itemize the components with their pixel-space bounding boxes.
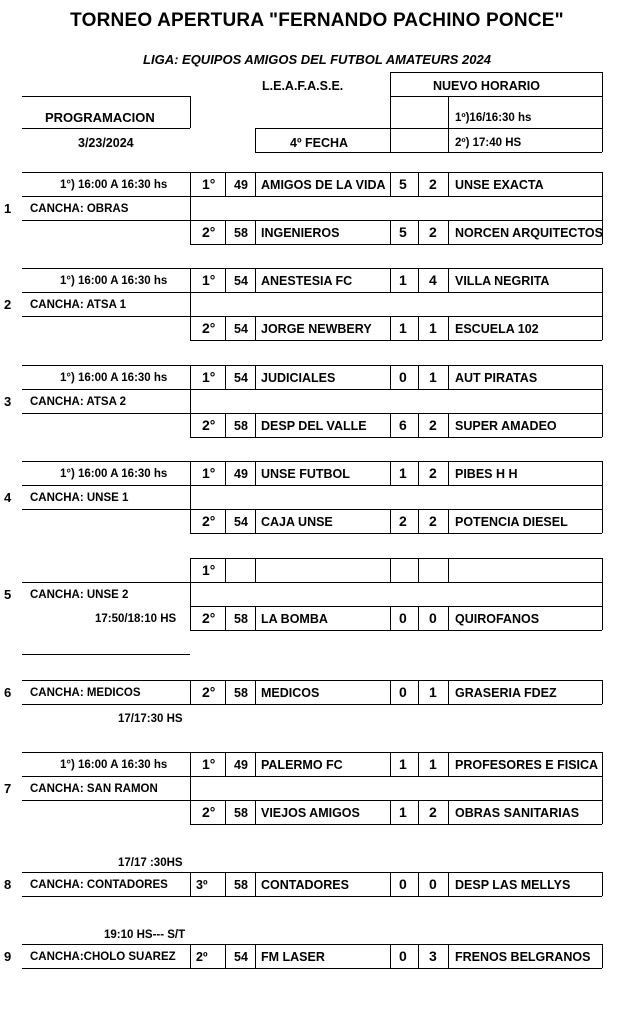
grid-line	[418, 316, 419, 340]
org-name: L.E.A.F.A.S.E.	[262, 79, 344, 93]
match-category: 54	[234, 371, 248, 385]
grid-line	[22, 316, 190, 317]
grid-line	[418, 558, 419, 582]
match-slot: 2°	[202, 224, 216, 240]
grid-line	[190, 268, 191, 340]
away-team: POTENCIA DIESEL	[455, 515, 568, 529]
match-slot: 2º	[196, 950, 208, 964]
grid-line	[225, 944, 226, 968]
program-date: 3/23/2024	[78, 136, 134, 150]
grid-line	[255, 316, 256, 340]
grid-line	[225, 268, 226, 292]
grid-line	[390, 172, 391, 196]
field-name: CANCHA: OBRAS	[30, 203, 129, 215]
grid-line	[448, 268, 449, 292]
grid-line	[390, 365, 391, 389]
grid-line	[225, 365, 226, 389]
field-name: CANCHA: UNSE 1	[30, 492, 129, 504]
home-score: 5	[399, 224, 407, 240]
home-score: 2	[399, 513, 407, 529]
grid-line	[418, 413, 419, 437]
match-category: 58	[234, 612, 248, 626]
grid-line	[22, 389, 602, 390]
grid-line	[390, 220, 391, 244]
away-score: 4	[429, 272, 437, 288]
grid-line	[448, 365, 449, 389]
match-slot: 2°	[202, 684, 216, 700]
fecha-label: 4º FECHA	[290, 136, 349, 150]
away-team: OBRAS SANITARIAS	[455, 806, 580, 820]
grid-line	[22, 704, 602, 705]
grid-line	[602, 872, 603, 896]
grid-line	[448, 680, 449, 704]
grid-line	[225, 509, 226, 533]
away-score: 0	[429, 610, 437, 626]
grid-line	[22, 680, 602, 681]
header-line	[255, 152, 602, 153]
grid-line	[602, 558, 603, 630]
grid-line	[390, 680, 391, 704]
grid-line	[190, 558, 602, 559]
grid-line	[390, 752, 391, 776]
grid-line	[190, 461, 191, 533]
header-line	[390, 72, 602, 73]
match-category: 58	[234, 806, 248, 820]
home-team: JUDICIALES	[261, 371, 336, 385]
grid-line	[255, 509, 256, 533]
grid-line	[255, 268, 256, 292]
home-team: CAJA UNSE	[261, 515, 333, 529]
away-team: SUPER AMADEO	[455, 419, 557, 433]
grid-line	[190, 630, 602, 631]
away-team: PIBES H H	[455, 467, 518, 481]
home-team: PALERMO FC	[261, 758, 343, 772]
match-slot: 1°	[202, 272, 216, 288]
grid-line	[22, 896, 602, 897]
field-index: 8	[4, 877, 12, 892]
field-name: CANCHA: ATSA 2	[30, 396, 127, 408]
match-slot: 1°	[202, 756, 216, 772]
away-team: QUIROFANOS	[455, 612, 540, 626]
grid-line	[22, 365, 602, 366]
match-category: 54	[234, 950, 248, 964]
home-score: 1	[399, 804, 407, 820]
grid-line	[255, 413, 256, 437]
away-score: 2	[429, 513, 437, 529]
grid-line	[22, 509, 190, 510]
grid-line	[602, 752, 603, 824]
field-index: 1	[4, 201, 12, 216]
header-line	[22, 128, 190, 129]
home-team: INGENIEROS	[261, 226, 340, 240]
grid-line	[390, 316, 391, 340]
grid-line	[448, 220, 449, 244]
grid-line	[448, 944, 449, 968]
match-slot: 3º	[196, 878, 208, 892]
grid-line	[418, 461, 419, 485]
grid-line	[22, 172, 602, 173]
match-note: 17/17 :30HS	[118, 857, 183, 869]
match-slot: 1°	[202, 465, 216, 481]
header-line	[255, 128, 256, 152]
grid-line	[225, 413, 226, 437]
grid-line	[390, 268, 391, 292]
field-name: CANCHA: CONTADORES	[30, 879, 168, 891]
grid-line	[225, 606, 226, 630]
home-score: 6	[399, 417, 407, 433]
grid-line	[602, 944, 603, 968]
home-team: ANESTESIA FC	[261, 274, 353, 288]
field-index: 3	[4, 394, 12, 409]
away-score: 2	[429, 176, 437, 192]
grid-line	[602, 680, 603, 704]
header-line	[390, 72, 391, 152]
home-team: LA BOMBA	[261, 612, 328, 626]
home-team: UNSE FUTBOL	[261, 467, 350, 481]
grid-line	[390, 800, 391, 824]
away-score: 3	[429, 948, 437, 964]
grid-line	[190, 413, 602, 414]
away-score: 1	[429, 756, 437, 772]
field-index: 2	[4, 297, 12, 312]
grid-line	[448, 316, 449, 340]
field-index: 4	[4, 490, 12, 505]
grid-line	[390, 558, 391, 582]
match-slot: 2°	[202, 513, 216, 529]
grid-line	[255, 944, 256, 968]
grid-line	[22, 461, 602, 462]
grid-line	[255, 872, 256, 896]
schedule-slot-1: 1º)16/16:30 hs	[455, 112, 532, 124]
grid-line	[418, 752, 419, 776]
grid-line	[22, 413, 190, 414]
grid-line	[390, 509, 391, 533]
match-time: 1°) 16:00 A 16:30 hs	[60, 275, 168, 287]
away-team: FRENOS BELGRANOS	[455, 950, 591, 964]
grid-line	[390, 413, 391, 437]
match-slot: 2°	[202, 320, 216, 336]
away-score: 2	[429, 417, 437, 433]
grid-line	[190, 533, 602, 534]
grid-line	[190, 752, 191, 824]
field-index: 7	[4, 781, 12, 796]
away-team: AUT PIRATAS	[455, 371, 538, 385]
home-team: FM LASER	[261, 950, 325, 964]
grid-line	[22, 582, 190, 583]
match-category: 58	[234, 878, 248, 892]
home-score: 1	[399, 756, 407, 772]
away-score: 1	[429, 369, 437, 385]
grid-line	[418, 268, 419, 292]
grid-line	[190, 558, 191, 630]
grid-line	[418, 509, 419, 533]
grid-line	[418, 220, 419, 244]
grid-line	[225, 800, 226, 824]
grid-line	[190, 316, 602, 317]
grid-line	[418, 680, 419, 704]
grid-line	[22, 292, 602, 293]
grid-line	[22, 485, 602, 486]
away-team: VILLA NEGRITA	[455, 274, 550, 288]
match-category: 49	[234, 467, 248, 481]
grid-line	[225, 461, 226, 485]
grid-line	[190, 244, 602, 245]
field-index: 6	[4, 685, 12, 700]
grid-line	[390, 606, 391, 630]
match-category: 54	[234, 274, 248, 288]
grid-line	[255, 461, 256, 485]
grid-line	[448, 752, 449, 776]
grid-line	[190, 824, 602, 825]
header-line	[602, 72, 603, 152]
grid-line	[225, 872, 226, 896]
grid-line	[190, 365, 191, 437]
away-team: NORCEN ARQUITECTOS	[455, 226, 603, 240]
grid-line	[448, 558, 449, 582]
grid-line	[190, 582, 602, 583]
grid-line	[448, 413, 449, 437]
grid-line	[22, 654, 190, 655]
grid-line	[390, 461, 391, 485]
header-line	[190, 96, 191, 128]
field-name: CANCHA: UNSE 2	[30, 589, 129, 601]
grid-line	[22, 872, 602, 873]
grid-line	[225, 558, 226, 582]
grid-line	[225, 316, 226, 340]
programacion-label: PROGRAMACION	[45, 110, 155, 125]
match-category: 49	[234, 178, 248, 192]
grid-line	[448, 872, 449, 896]
match-time: 1°) 16:00 A 16:30 hs	[60, 759, 168, 771]
grid-line	[190, 944, 191, 968]
home-score: 5	[399, 176, 407, 192]
grid-line	[22, 196, 602, 197]
grid-line	[190, 800, 602, 801]
grid-line	[22, 944, 602, 945]
match-category: 58	[234, 226, 248, 240]
home-team: JORGE NEWBERY	[261, 322, 372, 336]
grid-line	[448, 800, 449, 824]
home-team: CONTADORES	[261, 878, 349, 892]
home-team: AMIGOS DE LA VIDA	[261, 178, 386, 192]
match-slot: 1°	[202, 369, 216, 385]
away-team: ESCUELA 102	[455, 322, 539, 336]
grid-line	[255, 800, 256, 824]
match-note: 17/17:30 HS	[118, 713, 183, 725]
schedule-slot-2: 2º) 17:40 HS	[455, 137, 522, 149]
league-name: LIGA: EQUIPOS AMIGOS DEL FUTBOL AMATEURS 2024	[143, 52, 491, 67]
field-name: CANCHA: MEDICOS	[30, 687, 141, 699]
match-category: 58	[234, 419, 248, 433]
header-line	[22, 96, 190, 97]
field-name: CANCHA:CHOLO SUAREZ	[30, 951, 176, 963]
grid-line	[22, 752, 602, 753]
grid-line	[602, 461, 603, 533]
grid-line	[190, 872, 191, 896]
home-team: VIEJOS AMIGOS	[261, 806, 360, 820]
field-index: 9	[4, 949, 12, 964]
grid-line	[22, 268, 602, 269]
grid-line	[225, 680, 226, 704]
grid-line	[190, 606, 602, 607]
grid-line	[22, 776, 602, 777]
grid-line	[190, 340, 602, 341]
grid-line	[418, 606, 419, 630]
grid-line	[255, 172, 256, 196]
grid-line	[190, 680, 191, 704]
grid-line	[448, 461, 449, 485]
match-slot: 2°	[202, 610, 216, 626]
home-team: MEDICOS	[261, 686, 320, 700]
home-score: 0	[399, 876, 407, 892]
away-score: 0	[429, 876, 437, 892]
away-team: PROFESORES E FISICA	[455, 758, 599, 772]
grid-line	[190, 509, 602, 510]
grid-line	[418, 365, 419, 389]
match-category: 54	[234, 515, 248, 529]
grid-line	[602, 365, 603, 437]
grid-line	[255, 365, 256, 389]
away-score: 1	[429, 684, 437, 700]
new-schedule-label: NUEVO HORARIO	[433, 79, 540, 93]
tournament-title: TORNEO APERTURA "FERNANDO PACHINO PONCE"	[70, 10, 564, 31]
grid-line	[448, 606, 449, 630]
header-line	[390, 96, 602, 97]
match-note: 19:10 HS--- S/T	[104, 929, 186, 941]
grid-line	[390, 944, 391, 968]
away-team: UNSE EXACTA	[455, 178, 544, 192]
field-name: CANCHA: SAN RAMON	[30, 783, 158, 795]
grid-line	[418, 800, 419, 824]
header-line	[448, 96, 449, 152]
grid-line	[418, 872, 419, 896]
grid-line	[418, 172, 419, 196]
match-category: 49	[234, 758, 248, 772]
home-score: 0	[399, 948, 407, 964]
grid-line	[22, 968, 602, 969]
grid-line	[190, 437, 602, 438]
grid-line	[448, 509, 449, 533]
away-score: 1	[429, 320, 437, 336]
away-team: DESP LAS MELLYS	[455, 878, 571, 892]
match-time: 1°) 16:00 A 16:30 hs	[60, 372, 168, 384]
grid-line	[255, 752, 256, 776]
home-score: 0	[399, 369, 407, 385]
away-score: 2	[429, 465, 437, 481]
grid-line	[390, 872, 391, 896]
grid-line	[225, 752, 226, 776]
match-slot: 2°	[202, 804, 216, 820]
home-score: 1	[399, 465, 407, 481]
home-team: DESP DEL VALLE	[261, 419, 367, 433]
match-slot: 1°	[202, 176, 216, 192]
match-slot: 1°	[202, 562, 216, 578]
grid-line	[255, 606, 256, 630]
grid-line	[190, 220, 602, 221]
grid-line	[22, 220, 190, 221]
home-score: 0	[399, 610, 407, 626]
grid-line	[602, 268, 603, 340]
grid-line	[225, 220, 226, 244]
match-slot: 2°	[202, 417, 216, 433]
grid-line	[225, 172, 226, 196]
away-score: 2	[429, 804, 437, 820]
match-time: 1°) 16:00 A 16:30 hs	[60, 179, 168, 191]
match-category: 58	[234, 686, 248, 700]
home-score: 0	[399, 684, 407, 700]
grid-line	[22, 800, 190, 801]
match-category: 54	[234, 322, 248, 336]
home-score: 1	[399, 272, 407, 288]
field-index: 5	[4, 587, 12, 602]
grid-line	[255, 680, 256, 704]
home-score: 1	[399, 320, 407, 336]
field-name: CANCHA: ATSA 1	[30, 299, 127, 311]
grid-line	[448, 172, 449, 196]
grid-line	[418, 944, 419, 968]
match-note: 17:50/18:10 HS	[95, 613, 177, 625]
grid-line	[190, 172, 191, 244]
header-line	[255, 128, 602, 129]
match-time: 1°) 16:00 A 16:30 hs	[60, 468, 168, 480]
away-score: 2	[429, 224, 437, 240]
grid-line	[255, 558, 256, 582]
away-team: GRASERIA FDEZ	[455, 686, 557, 700]
grid-line	[255, 220, 256, 244]
